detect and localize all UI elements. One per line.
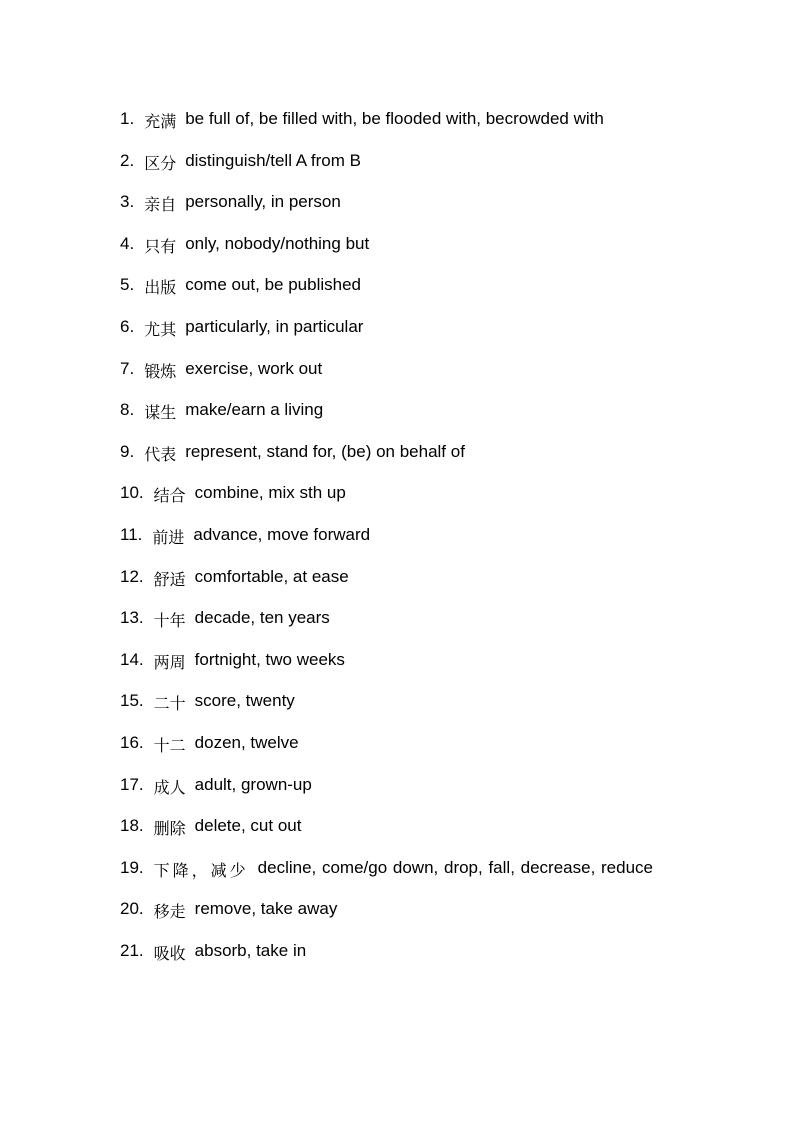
english-equivalents: particularly, in particular xyxy=(185,316,364,336)
chinese-term: 尤其 xyxy=(144,319,177,339)
list-item xyxy=(120,264,680,306)
english-equivalents: exercise, work out xyxy=(185,358,323,378)
chinese-term: 成人 xyxy=(153,777,186,797)
chinese-term: 充满 xyxy=(144,112,177,131)
chinese-term: 移走 xyxy=(153,902,186,922)
english-equivalents: decade, ten years xyxy=(194,608,330,628)
item-number: 13. xyxy=(120,608,144,628)
list-item xyxy=(120,764,680,806)
english-equivalents: advance, move forward xyxy=(193,524,371,544)
item-number: 4. xyxy=(120,233,135,253)
item-number: 17. xyxy=(120,774,144,794)
chinese-term: 舒适 xyxy=(153,569,186,589)
item-number: 12. xyxy=(120,566,144,586)
item-number: 20. xyxy=(120,899,144,919)
chinese-term: 吸收 xyxy=(153,943,186,963)
list-item xyxy=(120,847,680,889)
english-equivalents: remove, take away xyxy=(194,899,338,919)
item-number: 21. xyxy=(120,940,144,960)
chinese-term: 只有 xyxy=(144,236,177,256)
item-number: 5. xyxy=(120,275,135,295)
item-number: 16. xyxy=(120,732,144,752)
english-equivalents: absorb, take in xyxy=(194,940,307,960)
list-item xyxy=(120,639,680,681)
list-item xyxy=(120,722,680,764)
english-equivalents: score, twenty xyxy=(194,691,295,711)
item-number: 3. xyxy=(120,192,135,212)
english-equivalents: decline, come/go down, drop, fall, decrease, reduce xyxy=(257,857,653,877)
chinese-term: 区分 xyxy=(144,153,177,173)
item-number: 9. xyxy=(120,441,135,461)
item-number: 15. xyxy=(120,691,144,711)
chinese-term: 前进 xyxy=(152,527,185,547)
english-equivalents: come out, be published xyxy=(185,275,361,295)
item-number: 18. xyxy=(120,816,144,836)
list-item xyxy=(120,680,680,722)
chinese-term: 两周 xyxy=(153,652,186,672)
list-item xyxy=(120,805,680,847)
chinese-term: 十年 xyxy=(153,611,186,631)
list-item xyxy=(120,597,680,639)
english-equivalents: combine, mix sth up xyxy=(194,483,346,503)
list-item xyxy=(120,348,680,390)
item-number: 1. xyxy=(120,109,135,128)
english-equivalents: make/earn a living xyxy=(185,400,324,420)
list-item xyxy=(120,888,680,930)
list-item xyxy=(120,98,680,140)
english-equivalents: adult, grown-up xyxy=(194,774,312,794)
english-equivalents: delete, cut out xyxy=(194,816,302,836)
chinese-term: 代表 xyxy=(144,444,177,464)
english-equivalents: represent, stand for, (be) on behalf of xyxy=(185,441,465,461)
english-equivalents: distinguish/tell A from B xyxy=(185,150,361,170)
list-item xyxy=(120,389,680,431)
item-number: 11. xyxy=(120,524,143,544)
english-equivalents: personally, in person xyxy=(185,192,341,212)
chinese-term: 锻炼 xyxy=(144,361,177,381)
item-number: 7. xyxy=(120,358,135,378)
chinese-term: 删除 xyxy=(153,819,186,839)
chinese-term: 亲自 xyxy=(144,195,177,215)
item-number: 19. xyxy=(120,857,144,877)
item-number: 10. xyxy=(120,483,144,503)
item-number: 6. xyxy=(120,316,135,336)
list-item xyxy=(120,472,680,514)
english-equivalents: only, nobody/nothing but xyxy=(185,233,370,253)
english-equivalents: dozen, twelve xyxy=(194,732,299,752)
chinese-term: 出版 xyxy=(144,278,177,298)
english-equivalents: be full of, be filled with, be flooded with, becrowded with xyxy=(185,109,604,128)
chinese-term: 谋生 xyxy=(144,403,177,423)
item-number: 14. xyxy=(120,649,144,669)
chinese-term: 二十 xyxy=(153,694,186,714)
list-item xyxy=(120,431,680,473)
list-item xyxy=(120,223,680,265)
chinese-term: 结合 xyxy=(153,486,186,506)
chinese-term: 下降，减少 xyxy=(153,860,249,880)
item-number: 8. xyxy=(120,400,135,420)
list-item xyxy=(120,140,680,182)
list-item xyxy=(120,514,680,556)
list-item xyxy=(120,306,680,348)
english-equivalents: fortnight, two weeks xyxy=(194,649,345,669)
english-equivalents: comfortable, at ease xyxy=(194,566,349,586)
list-item xyxy=(120,556,680,598)
list-item xyxy=(120,930,680,972)
vocabulary-list xyxy=(120,98,680,971)
item-number: 2. xyxy=(120,150,135,170)
list-item xyxy=(120,181,680,223)
chinese-term: 十二 xyxy=(153,735,186,755)
